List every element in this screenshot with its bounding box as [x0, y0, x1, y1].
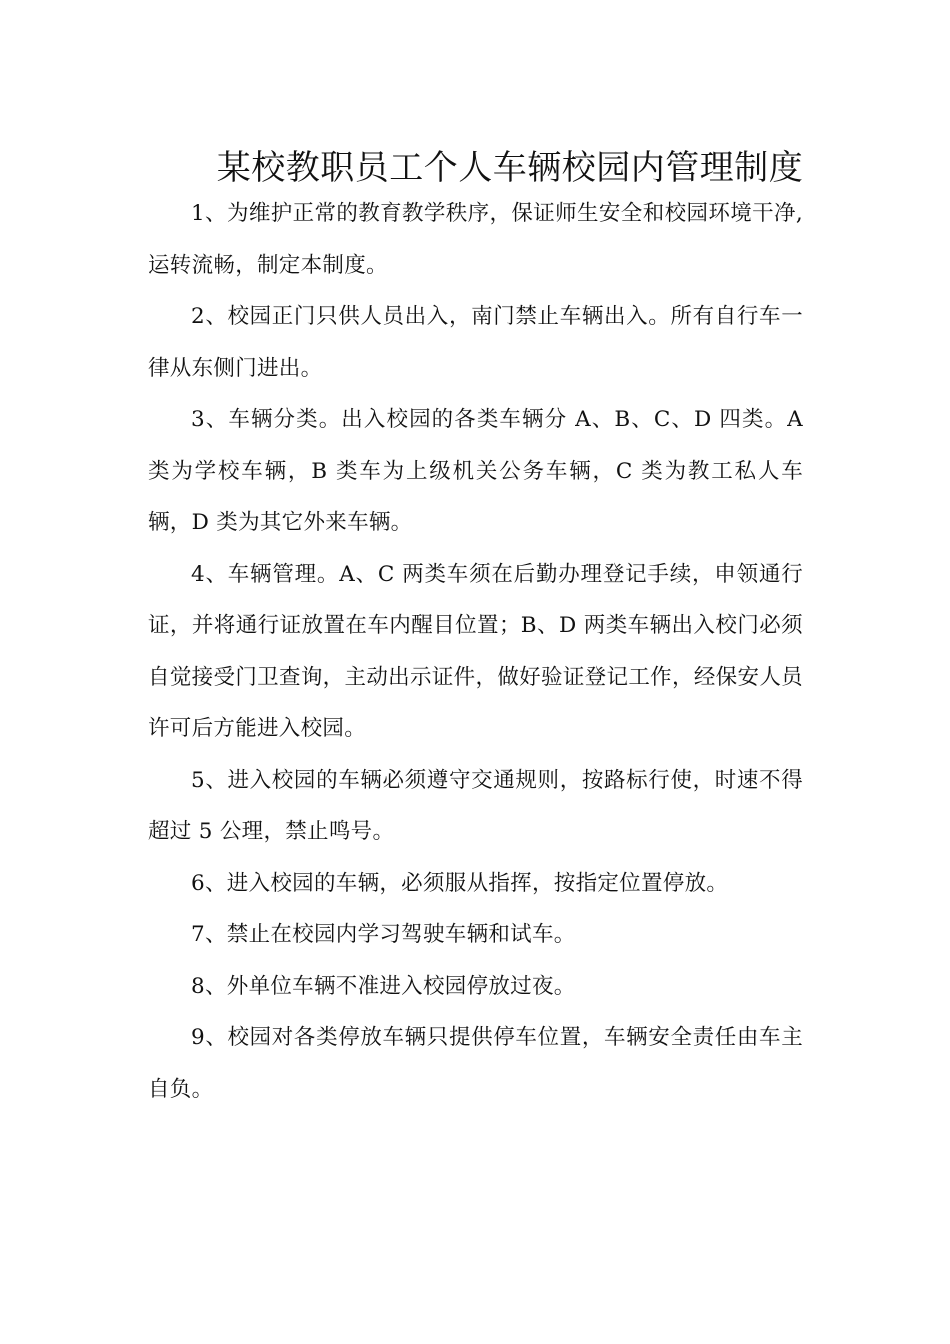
rule-paragraph-8: 8、外单位车辆不准进入校园停放过夜。 — [191, 973, 576, 999]
document-title: 某校教职员工个人车辆校园内管理制度 — [216, 147, 804, 188]
rule-paragraph-4: 4、车辆管理。A、C 两类车须在后勤办理登记手续，申领通行证，并将通行证放置在车内醒目位置；B、D 两类车辆出入校门必须自觉接受门卫查询，主动出示证件，做好验证登记工作，经保安人员许可后方能进入校园。 — [148, 561, 803, 741]
rule-paragraph-2: 2、校园正门只供人员出入，南门禁止车辆出入。所有自行车一律从东侧门进出。 — [148, 304, 803, 381]
rule-paragraph-9: 9、校园对各类停放车辆只提供停车位置，车辆安全责任由车主自负。 — [148, 1025, 803, 1102]
rule-paragraph-1: 1、为维护正常的教育教学秩序，保证师生安全和校园环境干净,运转流畅，制定本制度。 — [148, 201, 803, 278]
rule-paragraph-7: 7、禁止在校园内学习驾驶车辆和试车。 — [191, 922, 576, 947]
rule-paragraph-3: 3、车辆分类。出入校园的各类车辆分 A、B、C、D 四类。A 类为学校车辆，B 类车为上级机关公务车辆，C 类为教工私人车辆，D 类为其它外来车辆。 — [148, 407, 803, 535]
rule-paragraph-6: 6、进入校园的车辆，必须服从指挥，按指定位置停放。 — [191, 870, 729, 896]
rule-paragraph-5: 5、进入校园的车辆必须遵守交通规则，按路标行使，时速不得超过 5 公理，禁止鸣号。 — [148, 767, 803, 844]
document-body — [148, 188, 803, 1115]
